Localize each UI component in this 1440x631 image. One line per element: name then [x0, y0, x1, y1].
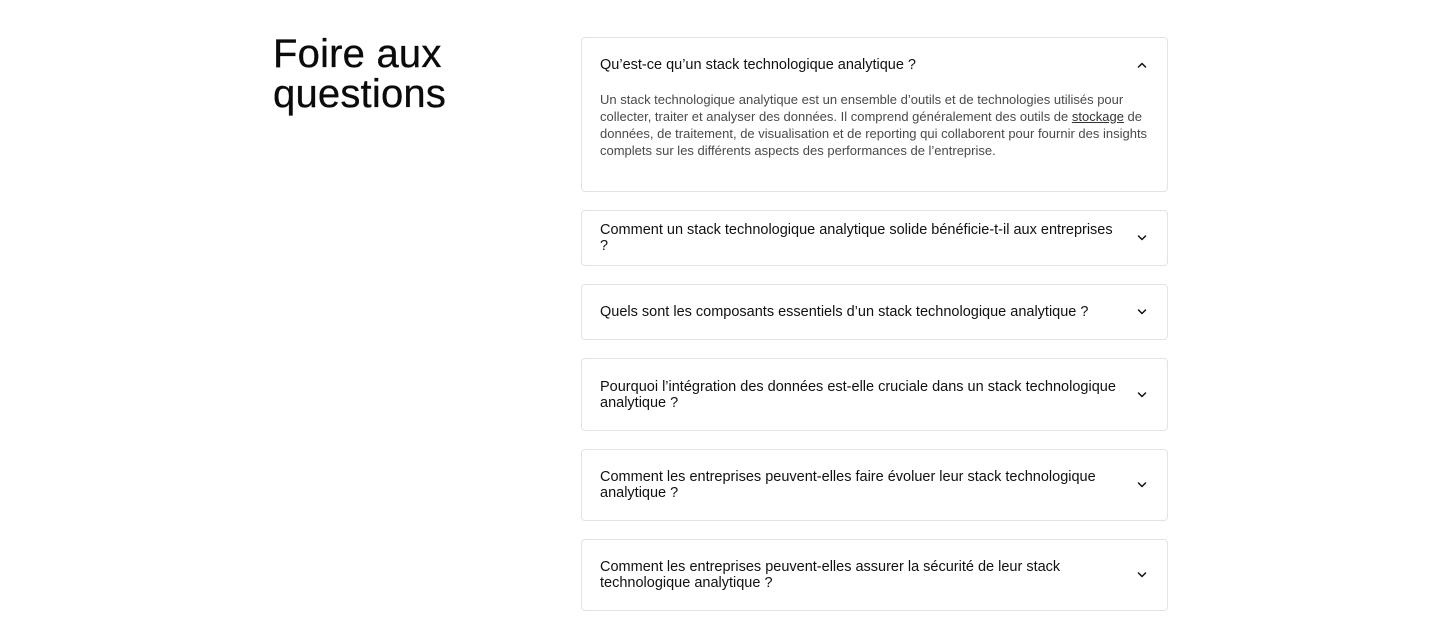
chevron-down-icon	[1135, 478, 1149, 492]
storage-link[interactable]: stockage	[1071, 109, 1124, 124]
faq-item	[581, 449, 1168, 521]
faq-question-toggle[interactable]	[582, 359, 1167, 430]
faq-question-text: Comment les entreprises peuvent-elles assurer la sécurité de leur stack technologique analytique ?	[600, 559, 1061, 591]
title-line-1: Foire aux	[273, 32, 442, 76]
faq-item	[581, 284, 1168, 340]
faq-question-text: Comment les entreprises peuvent-elles faire évoluer leur stack technologique analytique ?	[600, 469, 1096, 501]
chevron-down-icon	[1135, 388, 1149, 402]
chevron-down-icon	[1135, 305, 1149, 319]
faq-item	[581, 37, 1168, 192]
faq-question-toggle[interactable]	[582, 38, 1167, 90]
faq-question-toggle[interactable]	[582, 211, 1167, 265]
faq-question-text: Quels sont les composants essentiels d’un stack technologique analytique ?	[600, 304, 1089, 320]
faq-item	[581, 358, 1168, 431]
section-title	[273, 34, 533, 114]
faq-list	[581, 37, 1168, 629]
faq-question-text: Pourquoi l’intégration des données est-elle cruciale dans un stack technologique analytique ?	[600, 378, 1116, 411]
faq-answer-text: Un stack technologique analytique est un ensemble d’outils et de technologies utilisés pour collecter, traiter et analyser des données. Il comprend généralement des outils de	[600, 92, 1124, 124]
faq-question-text: Comment un stack technologique analytique solide bénéficie-t-il aux entreprises ?	[600, 222, 1113, 254]
faq-answer-text-end: de données, de traitement, de visualisation et de reporting qui collaborent pour fournir des insights complets sur les différents aspects des performances de l’entreprise.	[600, 109, 1148, 158]
faq-item	[581, 210, 1168, 266]
chevron-up-icon	[1135, 58, 1149, 72]
chevron-down-icon	[1135, 231, 1149, 245]
faq-question-toggle[interactable]	[582, 285, 1167, 339]
faq-question-toggle[interactable]	[582, 450, 1167, 520]
faq-item	[581, 539, 1168, 611]
chevron-down-icon	[1135, 568, 1149, 582]
faq-question-toggle[interactable]	[582, 540, 1167, 610]
faq-question-text: Qu’est-ce qu’un stack technologique analytique ?	[600, 56, 916, 73]
title-line-2: questions	[273, 72, 447, 116]
faq-answer	[582, 91, 1167, 159]
